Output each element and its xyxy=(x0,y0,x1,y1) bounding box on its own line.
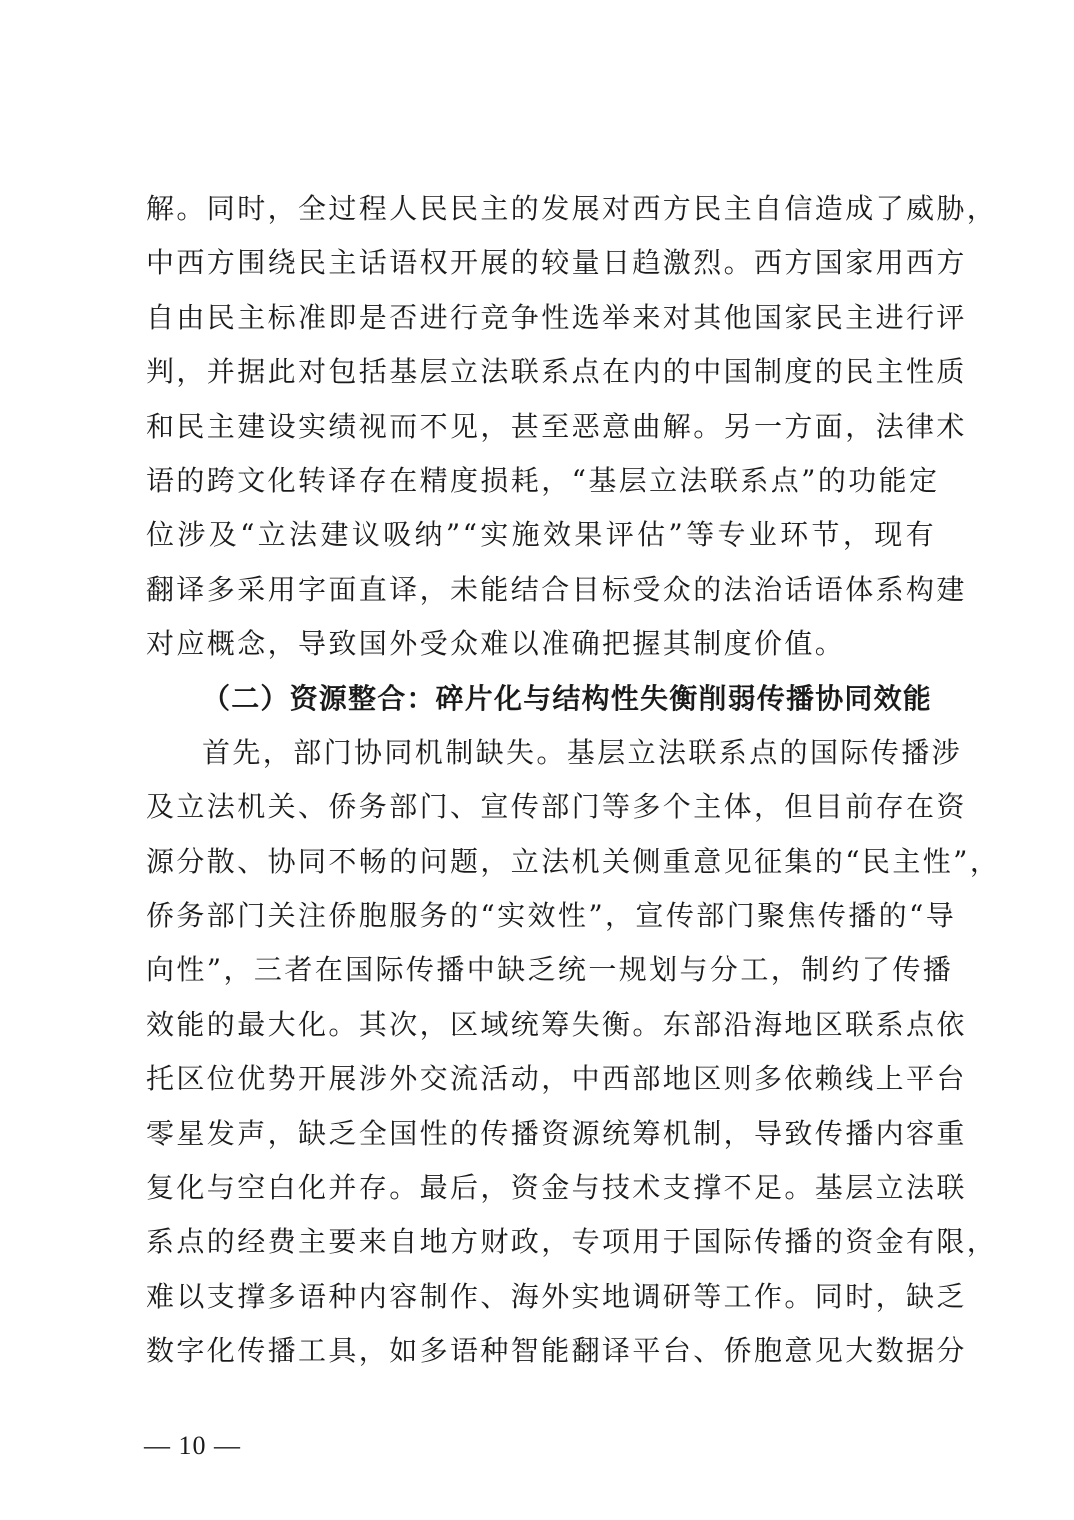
text-line: 位涉及“立法建议吸纳”“实施效果评估”等专业环节，现有 xyxy=(146,518,936,552)
body-text xyxy=(146,182,1001,1379)
text-line: 托区位优势开展涉外交流活动，中西部地区则多依赖线上平台 xyxy=(146,1062,967,1096)
text-line: 难以支撑多语种内容制作、海外实地调研等工作。同时，缺乏 xyxy=(146,1279,967,1313)
text-line: 解。同时，全过程人民民主的发展对西方民主自信造成了威胁， xyxy=(146,192,998,225)
text-line: 自由民主标准即是否进行竞争性选举来对其他国家民主进行评 xyxy=(146,300,967,334)
text-line: 源分散、协同不畅的问题，立法机关侧重意见征集的“民主性”， xyxy=(146,844,1001,878)
paragraph-1 xyxy=(146,182,998,672)
text-line: 首先，部门协同机制缺失。基层立法联系点的国际传播涉 xyxy=(202,735,963,769)
text-line: 语的跨文化转译存在精度损耗，“基层立法联系点”的功能定 xyxy=(146,463,940,497)
text-line: 翻译多采用字面直译，未能结合目标受众的法治话语体系构建 xyxy=(146,572,967,606)
text-line: 及立法机关、侨务部门、宣传部门等多个主体，但目前存在资 xyxy=(146,790,967,824)
text-line: 和民主建设实绩视而不见，甚至恶意曲解。另一方面，法律术 xyxy=(146,409,967,443)
text-line: 对应概念，导致国外受众难以准确把握其制度价值。 xyxy=(146,627,846,661)
text-line: 向性”，三者在国际传播中缺乏统一规划与分工，制约了传播 xyxy=(146,953,954,987)
text-line: 判，并据此对包括基层立法联系点在内的中国制度的民主性质 xyxy=(146,355,967,389)
section-heading: （二）资源整合：碎片化与结构性失衡削弱传播协同效能 xyxy=(202,681,933,715)
text-line: 零星发声，缺乏全国性的传播资源统筹机制，导致传播内容重 xyxy=(146,1116,967,1150)
text-line: 效能的最大化。其次，区域统筹失衡。东部沿海地区联系点依 xyxy=(146,1007,967,1041)
paragraph-2 xyxy=(146,726,1001,1379)
text-line: 中西方围绕民主话语权开展的较量日趋激烈。西方国家用西方 xyxy=(146,246,967,280)
text-line: 侨务部门关注侨胞服务的“实效性”，宣传部门聚焦传播的“导 xyxy=(146,899,957,933)
text-line: 数字化传播工具，如多语种智能翻译平台、侨胞意见大数据分 xyxy=(146,1334,967,1368)
text-line: 系点的经费主要来自地方财政，专项用于国际传播的资金有限， xyxy=(146,1225,998,1259)
page-number: — 10 — xyxy=(144,1431,241,1460)
text-line: 复化与空白化并存。最后，资金与技术支撑不足。基层立法联 xyxy=(146,1171,967,1205)
